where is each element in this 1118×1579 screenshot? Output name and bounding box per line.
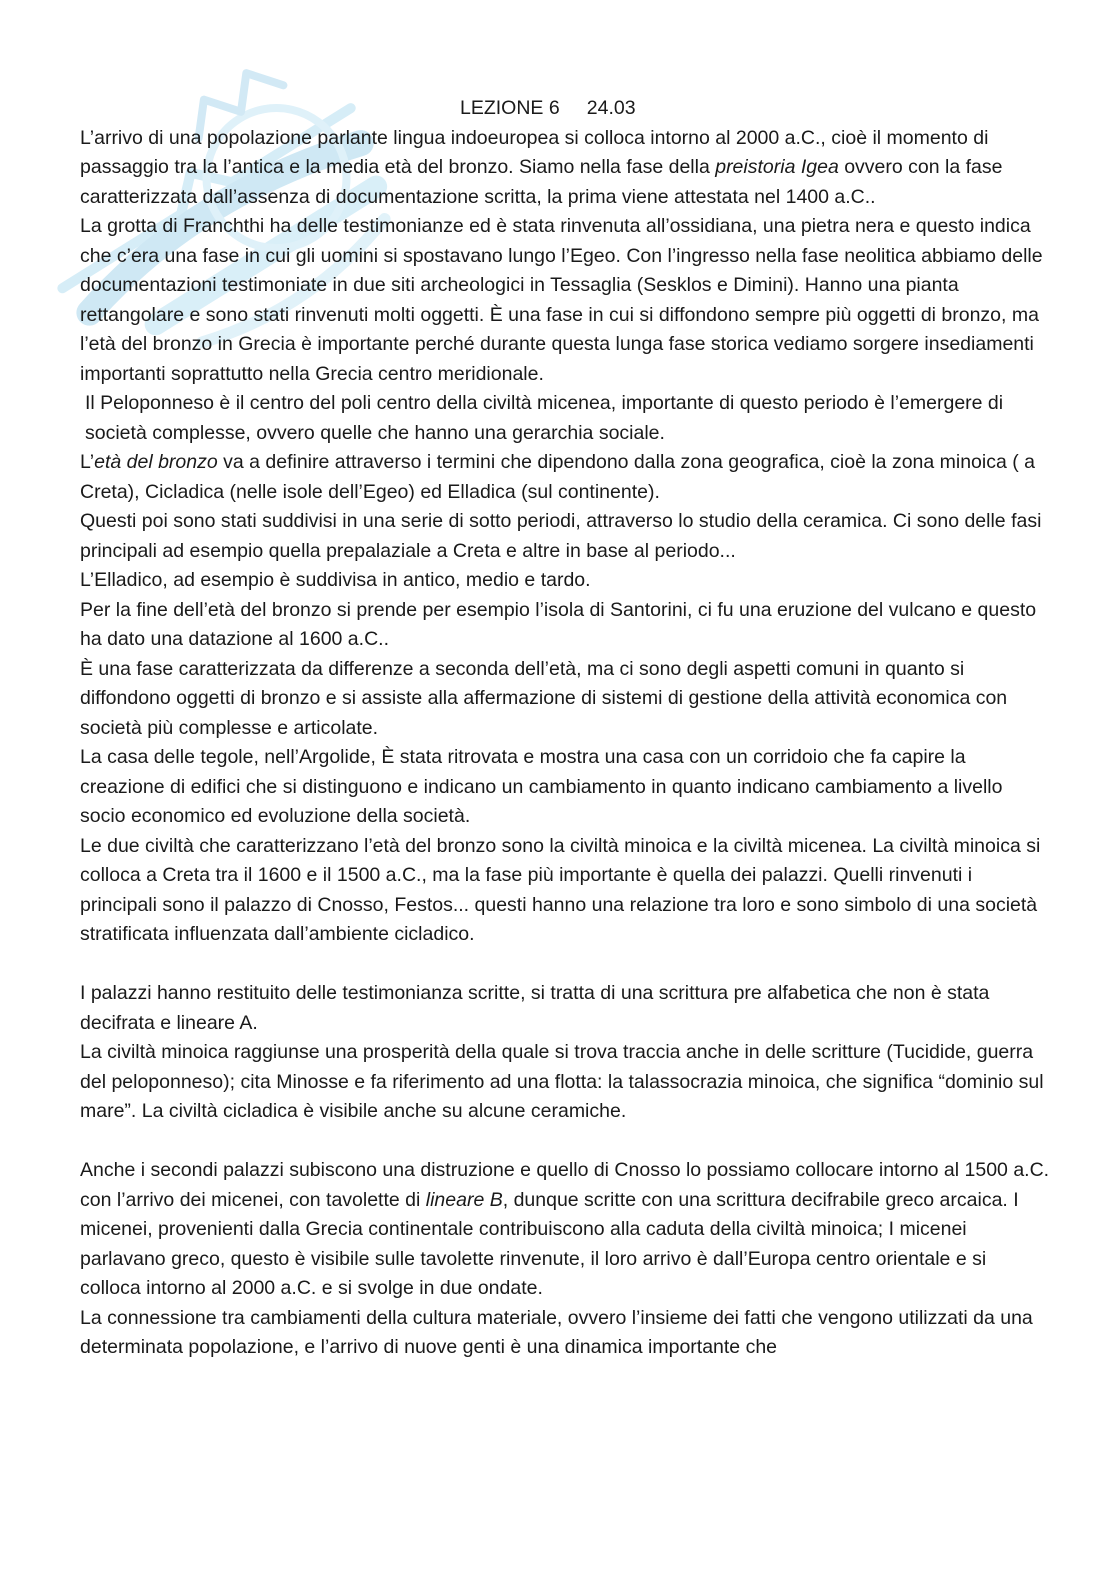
paragraph-13 xyxy=(80,1156,1050,1304)
paragraph-12: La civiltà minoica raggiunse una prosperità della quale si trova traccia anche in delle scritture (Tucidide, guerra del peloponneso); cita Minosse e fa riferimento ad una flotta: la talassocrazia minoica, che significa “dominio sul mare”. La civiltà cicladica è visibile anche su alcune ceramiche. xyxy=(80,1041,1044,1122)
paragraph-11: I palazzi hanno restituito delle testimonianza scritte, si tratta di una scrittura pre alfabetica che non è stata decifrata e lineare A. xyxy=(80,982,990,1034)
paragraph-13-text-a: Anche i secondi palazzi subiscono una distruzione e quello di Cnosso lo possiamo collocare intorno al 1500 a.C. con l’arrivo dei micenei, con tavolette di xyxy=(80,1159,1050,1211)
paragraph-1-text-a: L’arrivo di una popolazione parlante lingua indoeuropea si colloca intorno al 2000 a.C., cioè il momento di passaggio tra la l’antica e la media età del bronzo. Siamo nella fase della xyxy=(80,126,989,178)
paragraph-4-text-b: va a definire attraverso i termini che dipendono dalla zona geografica, cioè la zona minoica ( a Creta), Cicladica (nelle isole dell’Egeo) ed Elladica (sul continente). xyxy=(80,451,1036,503)
paragraph-7: Per la fine dell’età del bronzo si prende per esempio l’isola di Santorini, ci fu una eruzione del vulcano e questo ha dato una datazione al 1600 a.C.. xyxy=(80,598,1037,650)
paragraph-spacer xyxy=(80,1127,1050,1157)
paragraph-4-italic-term: età del bronzo xyxy=(94,451,218,473)
paragraph-4 xyxy=(80,448,1050,507)
document-page xyxy=(80,94,1050,1363)
paragraph-4-text-a: L’ xyxy=(80,451,95,473)
page-title: LEZIONE 6 24.03 xyxy=(460,97,636,119)
paragraph-3: Il Peloponneso è il centro del poli centro della civiltà micenea, importante di questo periodo è l’emergere di società complesse, ovvero quelle che hanno una gerarchia sociale. xyxy=(85,392,1004,444)
paragraph-2: La grotta di Franchthi ha delle testimonianze ed è stata rinvenuta all’ossidiana, una pietra nera e questo indica che c’era una fase in cui gli uomini si spostavano lungo l’Egeo. Con l’ingresso nella fase neolitica abbiamo delle documentazioni testimoniate in due siti archeologici in Tessaglia (Sesklos e Dimini). Hanno una pianta rettangolare e sono stati rinvenuti molti oggetti. È una fase in cui si diffondono sempre più oggetti di bronzo, ma l’età del bronzo in Grecia è importante perché durante questa lunga fase storica vediamo sorgere insediamenti importanti soprattutto nella Grecia centro meridionale. xyxy=(80,215,1043,385)
paragraph-8: È una fase caratterizzata da differenze a seconda dell’età, ma ci sono degli aspetti comuni in quanto si diffondono oggetti di bronzo e si assiste alla affermazione di sistemi di gestione della attività economica con società più complesse e articolate. xyxy=(80,657,1008,739)
paragraph-1-text-b: ovvero con la fase caratterizzata dall’assenza di documentazione scritta, la prima viene attestata nel 1400 a.C.. xyxy=(80,156,1003,208)
paragraph-13-italic-term: lineare B xyxy=(425,1188,503,1211)
paragraph-5: Questi poi sono stati suddivisi in una serie di sotto periodi, attraverso lo studio della ceramica. Ci sono delle fasi principali ad esempio quella prepalaziale a Creta e altre in base al periodo... xyxy=(80,510,1042,562)
paragraph-1 xyxy=(80,124,1050,213)
paragraph-13-text-b: , dunque scritte con una scrittura decifrabile greco arcaica. I micenei, provenienti dalla Grecia continentale contribuiscono alla caduta della civiltà minoica; I micenei parlavano greco, questo è visibile sulle tavolette rinvenute, il loro arrivo è dall’Europa centro orientale e si colloca intorno al 2000 a.C. e si svolge in due ondate. xyxy=(80,1188,1019,1299)
paragraph-10: Le due civiltà che caratterizzano l’età del bronzo sono la civiltà minoica e la civiltà micenea. La civiltà minoica si colloca a Creta tra il 1600 e il 1500 a.C., ma la fase più importante è quella dei palazzi. Quelli rinvenuti i principali sono il palazzo di Cnosso, Festos... questi hanno una relazione tra loro e sono simbolo di una società stratificata influenzata dall’ambiente cicladico. xyxy=(80,834,1041,945)
paragraph-9: La casa delle tegole, nell’Argolide, È stata ritrovata e mostra una casa con un corridoio che fa capire la creazione di edifici che si distinguono e indicano un cambiamento in quanto indicano cambiamento a livello socio economico ed evoluzione della società. xyxy=(80,746,1003,827)
paragraph-6: L’Elladico, ad esempio è suddivisa in antico, medio e tardo. xyxy=(80,569,591,591)
paragraph-1-italic-term: preistoria Igea xyxy=(715,156,839,178)
paragraph-spacer xyxy=(80,950,1050,980)
paragraph-14: La connessione tra cambiamenti della cultura materiale, ovvero l’insieme dei fatti che vengono utilizzati da una determinata popolazione, e l’arrivo di nuove genti è una dinamica importante che xyxy=(80,1306,1033,1358)
